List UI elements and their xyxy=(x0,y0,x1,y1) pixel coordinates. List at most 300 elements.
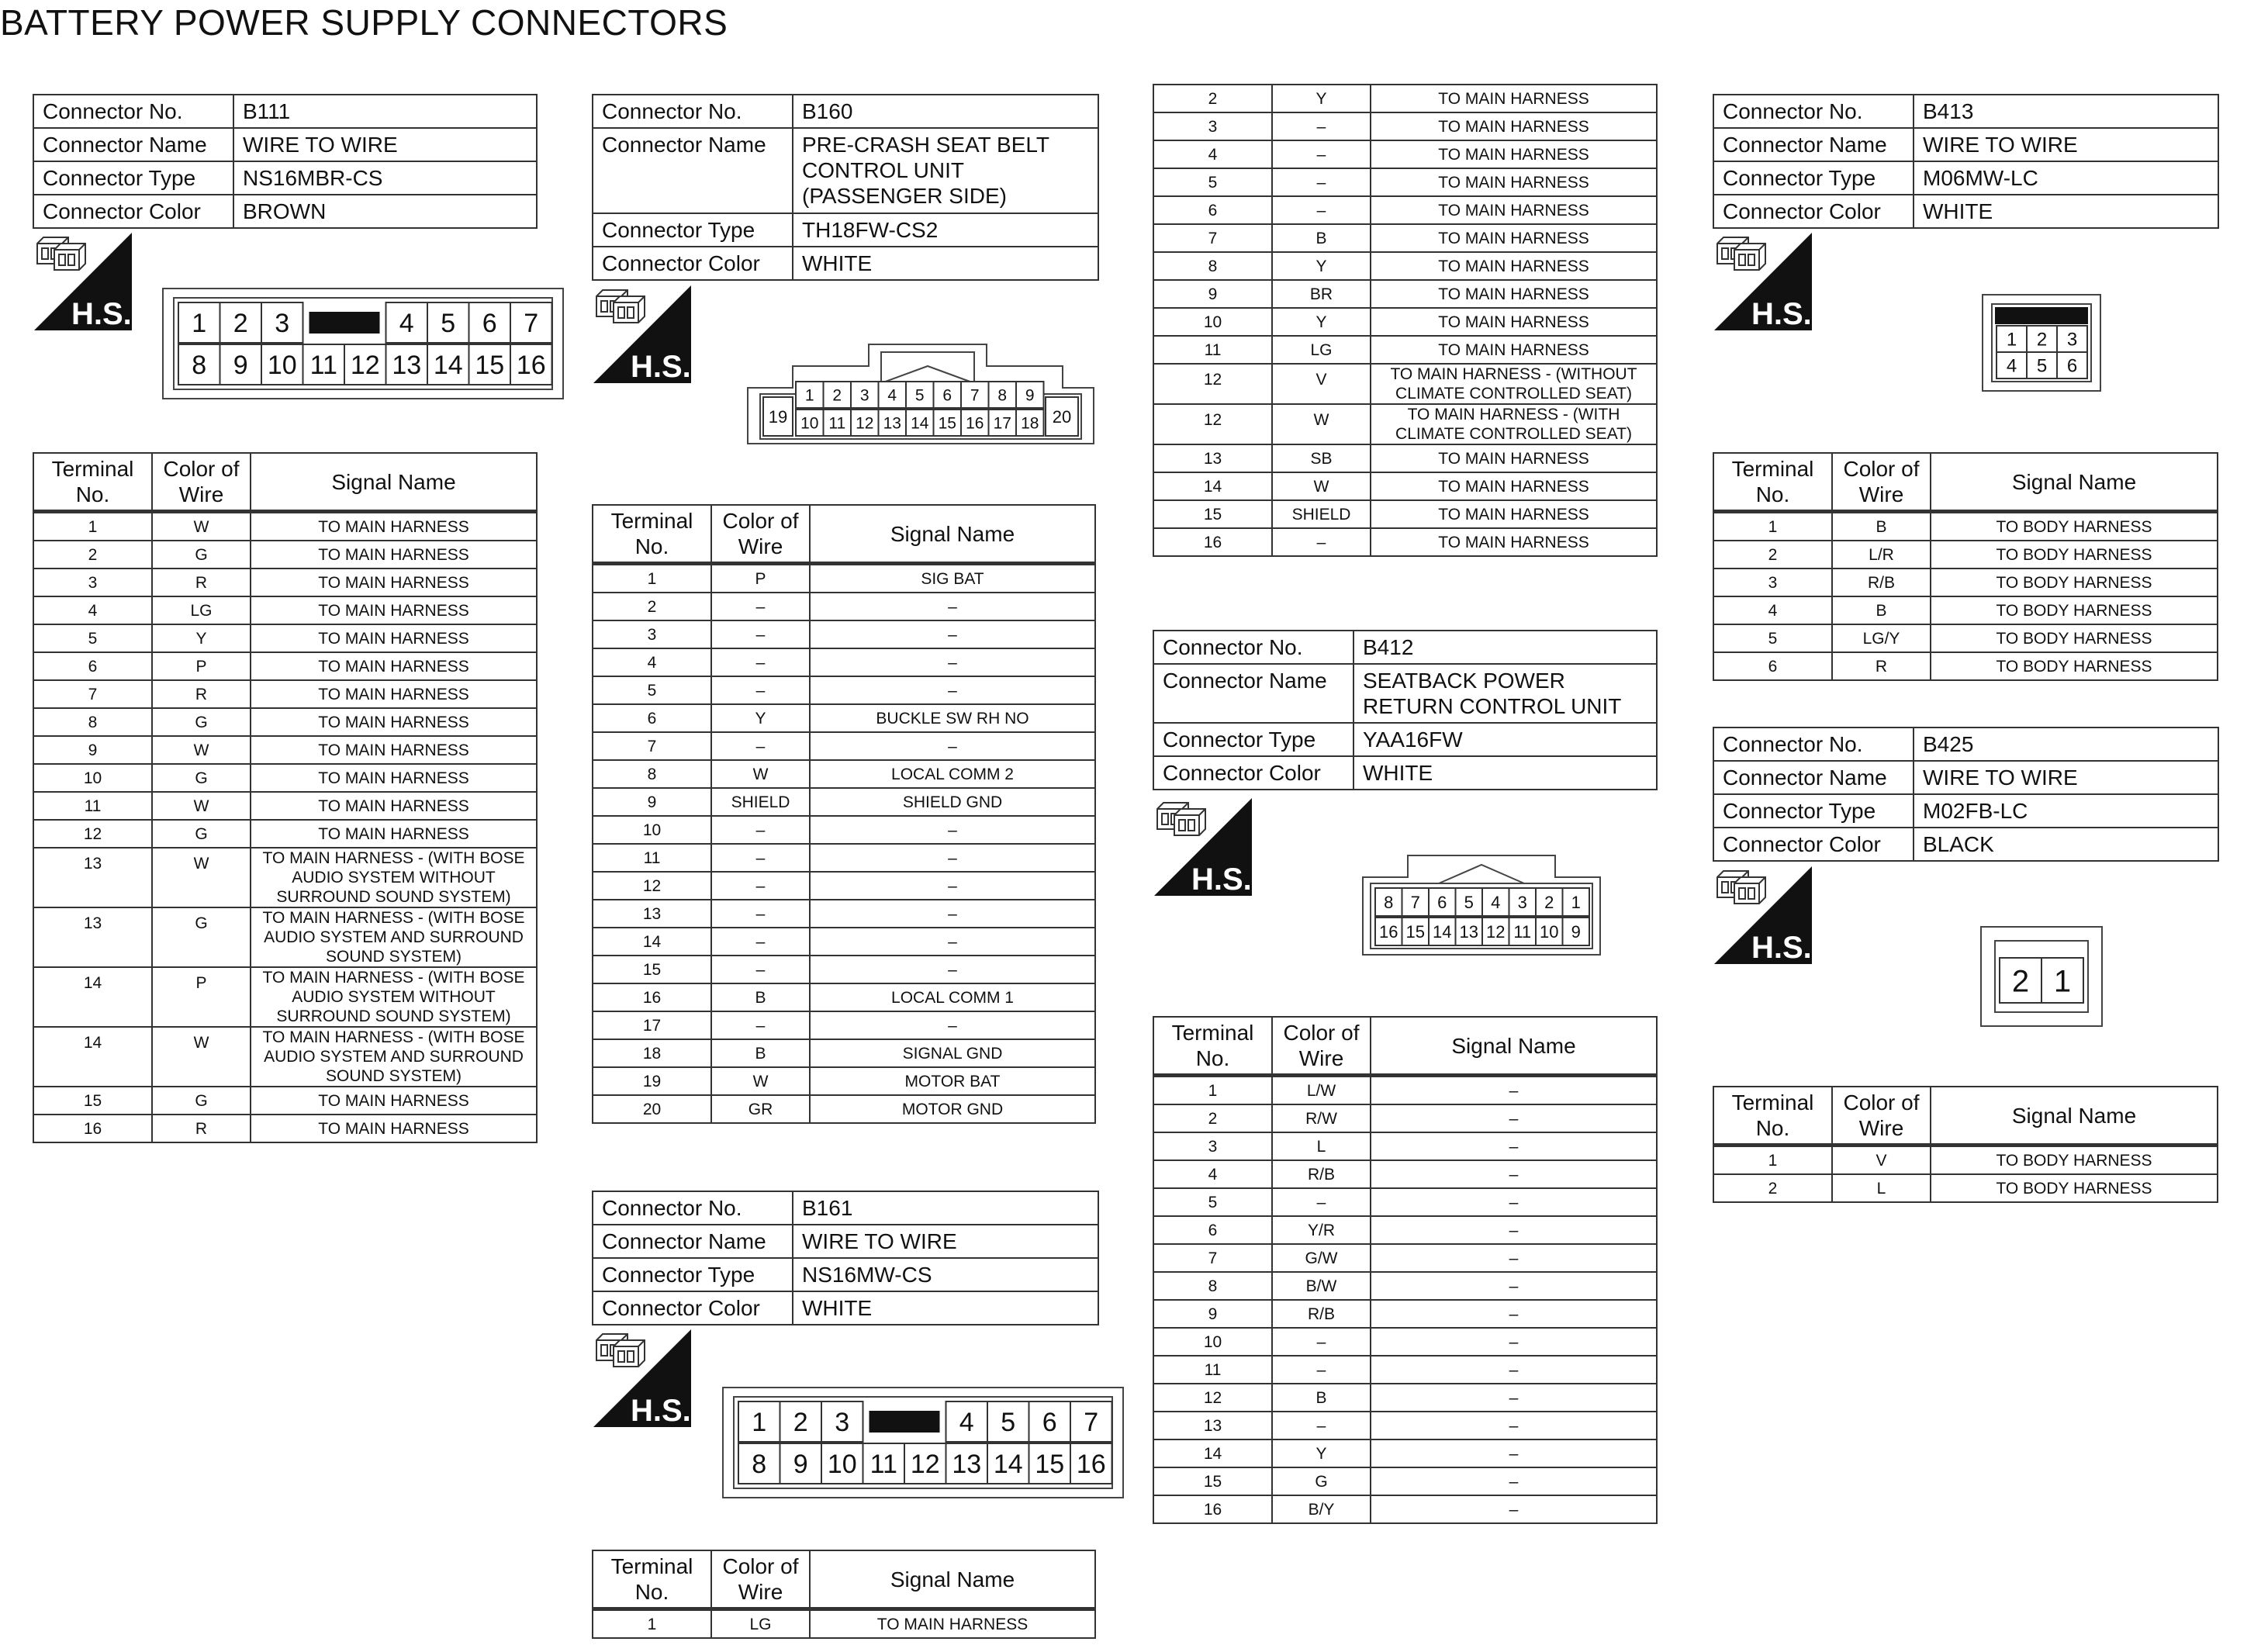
terminal-cell: 4 xyxy=(593,648,711,676)
terminal-cell: 3 xyxy=(593,620,711,648)
wire-color-cell: W xyxy=(1272,472,1371,500)
signal-name-cell: – xyxy=(810,648,1095,676)
header-wire-color: Color of Wire xyxy=(1832,453,1931,512)
signal-name-cell: – xyxy=(810,900,1095,928)
signal-name-cell: TO MAIN HARNESS xyxy=(251,652,537,680)
terminal-cell: 12 xyxy=(593,872,711,900)
pin-label: 6 xyxy=(1042,1408,1057,1438)
terminal-cell: 10 xyxy=(593,816,711,844)
header-wire-color: Color of Wire xyxy=(711,1550,810,1609)
terminal-cell: 16 xyxy=(1153,528,1272,556)
harness-side-icon xyxy=(1713,865,1813,969)
table-row xyxy=(1713,1146,2218,1175)
header-signal-name: Signal Name xyxy=(810,505,1095,564)
signal-name-cell: – xyxy=(1371,1328,1657,1356)
table-row xyxy=(1153,1104,1657,1132)
signal-name-cell: TO MAIN HARNESS xyxy=(251,1115,537,1142)
terminal-cell: 5 xyxy=(33,624,152,652)
pin-label: 14 xyxy=(1433,921,1452,942)
info-row-name xyxy=(33,128,537,161)
wire-color-cell: R/B xyxy=(1272,1300,1371,1328)
table-row xyxy=(33,967,537,1027)
terminal-cell: 9 xyxy=(1153,280,1272,308)
pin-label: 12 xyxy=(1486,921,1506,942)
terminal-table-b111 xyxy=(33,452,538,1143)
terminal-table xyxy=(1713,452,2218,681)
wire-color-cell: G xyxy=(152,708,251,736)
table-row xyxy=(593,956,1095,983)
pin-label: 1 xyxy=(2006,329,2017,351)
wire-color-cell: G xyxy=(1272,1467,1371,1495)
info-row-type xyxy=(1713,161,2218,195)
signal-name-cell: – xyxy=(810,844,1095,872)
info-value: NS16MW-CS xyxy=(793,1258,1098,1291)
info-label: Connector Name xyxy=(1713,128,1914,161)
table-row xyxy=(33,652,537,680)
terminal-cell: 6 xyxy=(1153,196,1272,224)
signal-name-cell: TO MAIN HARNESS xyxy=(251,541,537,569)
wire-color-cell: V xyxy=(1832,1146,1931,1175)
table-row xyxy=(1153,1384,1657,1412)
signal-name-cell: BUCKLE SW RH NO xyxy=(810,704,1095,732)
terminal-table-b161-part1 xyxy=(592,1550,1096,1639)
wire-color-cell: – xyxy=(711,956,810,983)
wire-color-cell: SB xyxy=(1272,444,1371,472)
table-row xyxy=(593,1067,1095,1095)
pin-label: 1 xyxy=(192,309,207,339)
pin-label: 6 xyxy=(482,309,497,339)
header-terminal-no: Terminal No. xyxy=(593,505,711,564)
wire-color-cell: W xyxy=(152,1027,251,1087)
pin-label: 6 xyxy=(2066,355,2078,377)
table-row xyxy=(33,792,537,820)
info-row-type xyxy=(593,1258,1098,1291)
signal-name-cell: TO MAIN HARNESS xyxy=(1371,252,1657,280)
pin-label: 2 xyxy=(793,1408,808,1438)
wire-color-cell: L/W xyxy=(1272,1076,1371,1105)
table-row xyxy=(33,541,537,569)
pin-label: 16 xyxy=(516,351,546,381)
table-row xyxy=(1153,1356,1657,1384)
wire-color-cell: R/W xyxy=(1272,1104,1371,1132)
terminal-cell: 2 xyxy=(33,541,152,569)
header-signal-name: Signal Name xyxy=(251,453,537,512)
wire-color-cell: B xyxy=(711,983,810,1011)
wire-color-cell: W xyxy=(1272,404,1371,444)
signal-name-cell: TO MAIN HARNESS - (WITH BOSE AUDIO SYSTEM AND SURROUND SOUND SYSTEM) xyxy=(251,1027,537,1087)
table-row xyxy=(33,1115,537,1142)
table-row xyxy=(1153,364,1657,404)
signal-name-cell: – xyxy=(810,620,1095,648)
terminal-cell: 15 xyxy=(1153,500,1272,528)
terminal-cell: 2 xyxy=(1713,541,1832,569)
terminal-cell: 16 xyxy=(33,1115,152,1142)
pin-label: 13 xyxy=(952,1450,982,1480)
table-row xyxy=(593,816,1095,844)
pin-label: 15 xyxy=(938,414,956,433)
table-row xyxy=(593,760,1095,788)
terminal-cell: 6 xyxy=(593,704,711,732)
table-row xyxy=(1153,140,1657,168)
table-row xyxy=(1153,280,1657,308)
pin-label: 9 xyxy=(233,351,248,381)
info-value: WIRE TO WIRE xyxy=(1914,128,2218,161)
terminal-cell: 14 xyxy=(33,1027,152,1087)
terminal-cell: 15 xyxy=(1153,1467,1272,1495)
info-row-color xyxy=(1713,828,2218,861)
header-signal-name: Signal Name xyxy=(1931,453,2218,512)
terminal-cell: 8 xyxy=(33,708,152,736)
connector-info-b425 xyxy=(1713,727,2219,862)
info-row-type xyxy=(1713,794,2218,828)
wire-color-cell: – xyxy=(711,928,810,956)
terminal-cell: 9 xyxy=(1153,1300,1272,1328)
signal-name-cell: LOCAL COMM 1 xyxy=(810,983,1095,1011)
table-row xyxy=(1153,1132,1657,1160)
wire-color-cell: L/R xyxy=(1832,541,1931,569)
terminal-cell: 7 xyxy=(33,680,152,708)
table-row xyxy=(33,1087,537,1115)
terminal-cell: 4 xyxy=(33,596,152,624)
terminal-cell: 8 xyxy=(1153,1272,1272,1300)
signal-name-cell: TO BODY HARNESS xyxy=(1931,652,2218,680)
pin-label: 1 xyxy=(1571,892,1581,912)
signal-name-cell: – xyxy=(810,1011,1095,1039)
pin-label: 11 xyxy=(1513,921,1532,942)
signal-name-cell: TO BODY HARNESS xyxy=(1931,624,2218,652)
info-label: Connector Name xyxy=(593,1225,793,1258)
terminal-cell: 1 xyxy=(1713,512,1832,541)
wire-color-cell: – xyxy=(711,816,810,844)
terminal-table xyxy=(1713,1086,2218,1203)
terminal-cell: 16 xyxy=(1153,1495,1272,1523)
connector-info-table xyxy=(1153,630,1658,790)
signal-name-cell: TO MAIN HARNESS xyxy=(251,708,537,736)
terminal-cell: 2 xyxy=(1713,1174,1832,1202)
pin-label: 5 xyxy=(1001,1408,1016,1438)
info-value: WIRE TO WIRE xyxy=(1914,761,2218,794)
wire-color-cell: – xyxy=(711,593,810,620)
info-row-color xyxy=(33,195,537,228)
wire-color-cell: W xyxy=(152,512,251,541)
signal-name-cell: TO MAIN HARNESS xyxy=(1371,85,1657,112)
info-row-no xyxy=(1153,631,1657,664)
terminal-cell: 14 xyxy=(1153,1439,1272,1467)
info-row-no xyxy=(33,95,537,128)
terminal-cell: 2 xyxy=(593,593,711,620)
wire-color-cell: B xyxy=(711,1039,810,1067)
terminal-cell: 12 xyxy=(1153,404,1272,444)
signal-name-cell: – xyxy=(1371,1300,1657,1328)
terminal-cell: 1 xyxy=(33,512,152,541)
terminal-cell: 12 xyxy=(1153,364,1272,404)
info-value: B425 xyxy=(1914,728,2218,761)
pin-label: 10 xyxy=(800,414,819,433)
wire-color-cell: B xyxy=(1272,1384,1371,1412)
wire-color-cell: W xyxy=(711,1067,810,1095)
header-signal-name: Signal Name xyxy=(810,1550,1095,1609)
info-label: Connector Color xyxy=(593,1291,793,1325)
header-terminal-no: Terminal No. xyxy=(1713,1087,1832,1146)
wire-color-cell: G xyxy=(152,541,251,569)
terminal-table xyxy=(1153,1016,1658,1524)
pin-label: 14 xyxy=(911,414,929,433)
table-row xyxy=(1153,1244,1657,1272)
harness-side-icon xyxy=(592,284,693,389)
pin-label: 2 xyxy=(2011,964,2030,999)
info-row-type xyxy=(1153,723,1657,756)
wire-color-cell: B xyxy=(1832,512,1931,541)
table-row xyxy=(33,680,537,708)
table-row xyxy=(593,1039,1095,1067)
terminal-cell: 3 xyxy=(1153,112,1272,140)
table-row xyxy=(593,983,1095,1011)
table-row xyxy=(593,564,1095,593)
pin-label: 15 xyxy=(1035,1450,1065,1480)
connector-face-b161 xyxy=(721,1386,1125,1499)
wire-color-cell: – xyxy=(1272,196,1371,224)
pin-label: 6 xyxy=(1437,892,1447,912)
signal-name-cell: MOTOR BAT xyxy=(810,1067,1095,1095)
terminal-cell: 11 xyxy=(1153,336,1272,364)
table-row xyxy=(1713,569,2218,596)
wire-color-cell: – xyxy=(1272,112,1371,140)
wire-color-cell: SHIELD xyxy=(1272,500,1371,528)
signal-name-cell: – xyxy=(1371,1439,1657,1467)
wire-color-cell: G/W xyxy=(1272,1244,1371,1272)
signal-name-cell: LOCAL COMM 2 xyxy=(810,760,1095,788)
wire-color-cell: W xyxy=(711,760,810,788)
wire-color-cell: – xyxy=(1272,140,1371,168)
hs-label: H.S. xyxy=(631,350,691,384)
pin-label: 2 xyxy=(233,309,248,339)
pin-label: 3 xyxy=(2066,329,2078,351)
table-row xyxy=(1153,224,1657,252)
pin-label: 8 xyxy=(997,386,1008,405)
connector-info-table xyxy=(592,94,1099,281)
terminal-cell: 14 xyxy=(1153,472,1272,500)
info-value: TH18FW-CS2 xyxy=(793,213,1098,247)
terminal-cell: 7 xyxy=(1153,224,1272,252)
terminal-cell: 15 xyxy=(33,1087,152,1115)
terminal-table-b160 xyxy=(592,504,1096,1124)
table-row xyxy=(33,736,537,764)
pin-label: 4 xyxy=(399,309,414,339)
wire-color-cell: W xyxy=(152,792,251,820)
wire-color-cell: LG xyxy=(1272,336,1371,364)
table-row xyxy=(593,788,1095,816)
pin-label: 19 xyxy=(768,406,788,427)
info-row-no xyxy=(1713,95,2218,128)
table-row xyxy=(33,848,537,907)
signal-name-cell: TO MAIN HARNESS - (WITH BOSE AUDIO SYSTEM WITHOUT SURROUND SOUND SYSTEM) xyxy=(251,967,537,1027)
wire-color-cell: W xyxy=(152,848,251,907)
terminal-cell: 5 xyxy=(593,676,711,704)
terminal-cell: 11 xyxy=(593,844,711,872)
info-row-color xyxy=(1713,195,2218,228)
pin-label: 12 xyxy=(856,414,874,433)
wire-color-cell: Y xyxy=(152,624,251,652)
pin-label: 16 xyxy=(1379,921,1398,942)
wire-color-cell: – xyxy=(1272,528,1371,556)
pin-label: 9 xyxy=(793,1450,808,1480)
info-row-color xyxy=(1153,756,1657,790)
info-value: B160 xyxy=(793,95,1098,128)
terminal-cell: 4 xyxy=(1153,140,1272,168)
info-value: B111 xyxy=(233,95,537,128)
terminal-cell: 10 xyxy=(33,764,152,792)
signal-name-cell: TO BODY HARNESS xyxy=(1931,596,2218,624)
info-label: Connector Name xyxy=(1153,664,1353,723)
terminal-cell: 13 xyxy=(33,907,152,967)
page-title: BATTERY POWER SUPPLY CONNECTORS xyxy=(0,2,728,43)
signal-name-cell: SIG BAT xyxy=(810,564,1095,593)
terminal-cell: 8 xyxy=(593,760,711,788)
info-label: Connector No. xyxy=(593,95,793,128)
table-row xyxy=(593,1609,1095,1639)
signal-name-cell: TO MAIN HARNESS xyxy=(1371,336,1657,364)
terminal-cell: 1 xyxy=(1153,1076,1272,1105)
terminal-table xyxy=(1153,84,1658,557)
signal-name-cell: TO MAIN HARNESS xyxy=(251,792,537,820)
terminal-cell: 13 xyxy=(593,900,711,928)
pin-label: 16 xyxy=(1076,1450,1106,1480)
wire-color-cell: Y xyxy=(1272,1439,1371,1467)
table-row xyxy=(1713,541,2218,569)
hs-label: H.S. xyxy=(1751,931,1812,965)
terminal-cell: 1 xyxy=(593,1609,711,1639)
pin-label: 12 xyxy=(350,351,380,381)
info-label: Connector Color xyxy=(33,195,233,228)
terminal-cell: 10 xyxy=(1153,1328,1272,1356)
terminal-cell: 16 xyxy=(593,983,711,1011)
pin-label: 11 xyxy=(828,414,846,433)
table-row xyxy=(1153,1216,1657,1244)
terminal-cell: 20 xyxy=(593,1095,711,1123)
pin-label: 9 xyxy=(1025,386,1035,405)
wire-color-cell: L xyxy=(1832,1174,1931,1202)
terminal-table xyxy=(592,504,1096,1124)
table-row xyxy=(1153,528,1657,556)
signal-name-cell: – xyxy=(1371,1076,1657,1105)
table-row xyxy=(593,648,1095,676)
signal-name-cell: TO MAIN HARNESS - (WITH BOSE AUDIO SYSTEM AND SURROUND SOUND SYSTEM) xyxy=(251,907,537,967)
connector-info-b111 xyxy=(33,94,538,229)
table-row xyxy=(1153,1439,1657,1467)
table-row xyxy=(33,624,537,652)
signal-name-cell: – xyxy=(810,676,1095,704)
signal-name-cell: MOTOR GND xyxy=(810,1095,1095,1123)
pin-label: 9 xyxy=(1571,921,1581,942)
signal-name-cell: – xyxy=(810,872,1095,900)
signal-name-cell: TO BODY HARNESS xyxy=(1931,512,2218,541)
terminal-cell: 5 xyxy=(1153,168,1272,196)
connector-face-b111 xyxy=(161,287,565,400)
pin-label: 8 xyxy=(1384,892,1394,912)
terminal-cell: 12 xyxy=(1153,1384,1272,1412)
pin-label: 5 xyxy=(441,309,456,339)
wire-color-cell: Y xyxy=(1272,252,1371,280)
wire-color-cell: B xyxy=(1272,224,1371,252)
wire-color-cell: R xyxy=(1832,652,1931,680)
connector-face-b413 xyxy=(1981,293,2102,392)
pin-label: 11 xyxy=(309,351,337,381)
hs-label: H.S. xyxy=(631,1394,691,1428)
terminal-cell: 3 xyxy=(1153,1132,1272,1160)
pin-label: 10 xyxy=(1540,921,1559,942)
connector-face-b160 xyxy=(746,343,1095,445)
terminal-cell: 13 xyxy=(1153,444,1272,472)
wire-color-cell: – xyxy=(711,1011,810,1039)
header-terminal-no: Terminal No. xyxy=(1713,453,1832,512)
wire-color-cell: R/B xyxy=(1272,1160,1371,1188)
signal-name-cell: – xyxy=(1371,1356,1657,1384)
terminal-cell: 7 xyxy=(593,732,711,760)
pin-label: 3 xyxy=(859,386,869,405)
wire-color-cell: SHIELD xyxy=(711,788,810,816)
wire-color-cell: R xyxy=(152,680,251,708)
wire-color-cell: B/Y xyxy=(1272,1495,1371,1523)
pin-label: 4 xyxy=(1491,892,1501,912)
connector-face-b412 xyxy=(1361,854,1602,956)
table-row xyxy=(1153,252,1657,280)
pin-label: 1 xyxy=(752,1408,767,1438)
wire-color-cell: L xyxy=(1272,1132,1371,1160)
signal-name-cell: SHIELD GND xyxy=(810,788,1095,816)
pin-label: 15 xyxy=(1405,921,1425,942)
table-row xyxy=(593,1095,1095,1123)
wire-color-cell: LG xyxy=(711,1609,810,1639)
signal-name-cell: – xyxy=(1371,1467,1657,1495)
table-row xyxy=(1153,500,1657,528)
table-row xyxy=(1713,512,2218,541)
info-row-name xyxy=(1713,761,2218,794)
signal-name-cell: TO MAIN HARNESS xyxy=(1371,444,1657,472)
pin-label: 15 xyxy=(475,351,505,381)
signal-name-cell: TO MAIN HARNESS xyxy=(810,1609,1095,1639)
hs-label: H.S. xyxy=(1751,297,1812,331)
terminal-cell: 4 xyxy=(1713,596,1832,624)
pin-label: 7 xyxy=(524,309,539,339)
info-label: Connector Color xyxy=(593,247,793,280)
wire-color-cell: G xyxy=(152,1087,251,1115)
terminal-cell: 10 xyxy=(1153,308,1272,336)
signal-name-cell: – xyxy=(810,593,1095,620)
signal-name-cell: TO MAIN HARNESS xyxy=(1371,112,1657,140)
table-row xyxy=(593,593,1095,620)
terminal-cell: 13 xyxy=(1153,1412,1272,1439)
table-row xyxy=(593,732,1095,760)
signal-name-cell: TO MAIN HARNESS xyxy=(1371,528,1657,556)
info-row-color xyxy=(593,1291,1098,1325)
info-value: B161 xyxy=(793,1191,1098,1225)
terminal-cell: 2 xyxy=(1153,1104,1272,1132)
pin-label: 2 xyxy=(832,386,842,405)
info-value: SEATBACK POWER RETURN CONTROL UNIT xyxy=(1353,664,1657,723)
table-row xyxy=(1153,1495,1657,1523)
table-row xyxy=(593,620,1095,648)
info-value: WHITE xyxy=(1353,756,1657,790)
wire-color-cell: – xyxy=(1272,1188,1371,1216)
info-value: PRE-CRASH SEAT BELT CONTROL UNIT (PASSENGER SIDE) xyxy=(793,128,1098,213)
table-row xyxy=(593,928,1095,956)
info-label: Connector Type xyxy=(33,161,233,195)
pin-label: 6 xyxy=(942,386,952,405)
pin-label: 5 xyxy=(2036,355,2048,377)
table-row xyxy=(593,872,1095,900)
info-value: WIRE TO WIRE xyxy=(233,128,537,161)
pin-label: 3 xyxy=(1517,892,1527,912)
